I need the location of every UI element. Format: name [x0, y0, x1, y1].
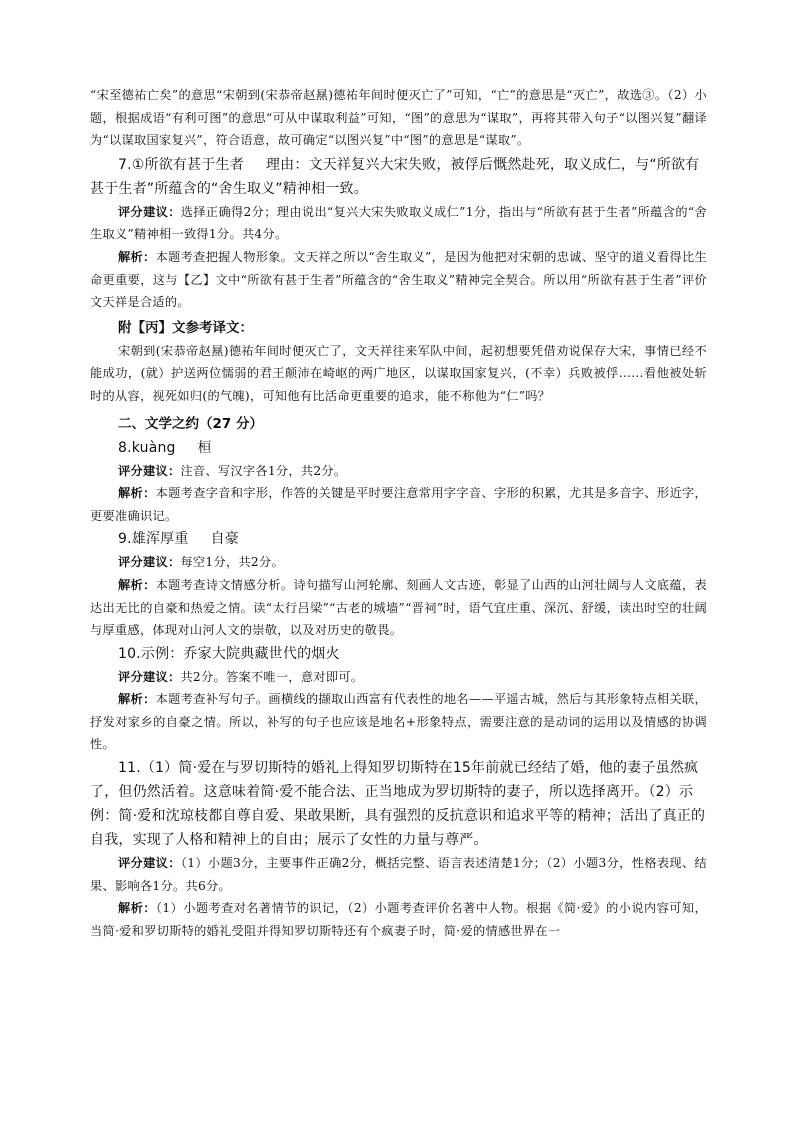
q10-analysis — [90, 688, 707, 756]
q10-grade-text: 共2分。答案不唯一，意对即可。 — [180, 669, 364, 684]
q10-grading — [90, 666, 707, 689]
q7-analysis — [90, 246, 707, 314]
q7-grading — [90, 201, 707, 246]
q11-grading — [90, 852, 707, 897]
q9-analysis-label: 解析： — [118, 577, 156, 592]
q11-answer: 11.（1）简·爱在与罗切斯特的婚礼上得知罗切斯特在15年前就已经结了婚，他的妻子虽然疯了，但仍然活着。这意味着简·爱不能合法、正当地成为罗切斯特的妻子，所以选择离开。（2）示例：简·爱和沈琼枝都自尊自爱、果敢果断，具有强烈的反抗意识和追求平等的精神；活出了真正的自我，实现了人格和精神上的自由；展示了女性的力量与尊严。 — [90, 760, 706, 849]
q7-answer-reason: 理由：文天祥复兴大宋失败，被俘后慨然赴死，取义成仁，与“所欲有甚于生者”所蕴含的“舍生取义”精神相一致。 — [90, 156, 700, 197]
q10-answer: 10.示例：乔家大院典藏世代的烟火 — [118, 645, 340, 662]
q8-grade-label: 评分建议： — [118, 463, 181, 478]
intro-analysis-paragraph: “宋至德祐亡矣”的意思“宋朝到(宋恭帝赵㬎)德祐年间时便灭亡了”可知，“亡”的意思是“灭亡”，故选③。（2）小题，根据成语“有利可图”的意思“可从中谋取利益”可知，“图”的意思为“谋取”，再将其带入句子“以图兴复”翻译为“以谋取国家复兴”，符合语意，故可确定“以图兴复”中“图”的意思是“谋取”。 — [90, 88, 707, 148]
q8-answer-char: 桓 — [197, 439, 212, 456]
appendix-title: 附【丙】文参考译文： — [118, 319, 253, 336]
q9-answer — [90, 527, 707, 551]
q8-answer — [90, 436, 707, 460]
q11-grade-label: 评分建议： — [118, 856, 181, 871]
q7-answer-choice: 7.①所欲有甚于生者 — [118, 156, 244, 173]
q7-analysis-text: 本题考查把握人物形象。文天祥之所以“舍生取义”，是因为他把对宋朝的忠诚、坚守的道义看得比生命更重要，这与【乙】文中“所欲有甚于生者”所蕴含的“舍生取义”精神完全契合。所以用“所欲有甚于生者”评价文天祥是合适的。 — [90, 249, 707, 310]
q7-analysis-label: 解析： — [118, 249, 156, 264]
q9-analysis-text: 本题考查诗文情感分析。诗句描写山河轮廓、刻画人文古迹，彰显了山西的山河壮阔与人文底蕴，表达出无比的自豪和热爱之情。读“太行吕梁”“古老的城墙”“晋祠”时，语气宜庄重、深沉、舒缓，读出时空的壮阔与厚重感，体现对山河人文的崇敬，以及对历史的敬畏。 — [90, 577, 708, 638]
q10-analysis-label: 解析： — [118, 692, 156, 707]
q9-grade-label: 评分建议： — [118, 555, 181, 570]
q7-answer — [90, 153, 707, 201]
q8-analysis — [90, 482, 707, 527]
q8-answer-pinyin: 8.kuàng — [118, 439, 176, 456]
q11-analysis-text: （1）小题考查对名著情节的识记，（2）小题考查评价名著中人物。根据《简·爱》的小说内容可知，当简·爱和罗切斯特的婚礼受阻并得知罗切斯特还有个疯妻子时，简·爱的情感世界在一 — [90, 901, 707, 938]
q8-analysis-label: 解析： — [118, 486, 156, 501]
q8-grading — [90, 460, 707, 483]
q9-analysis — [90, 574, 707, 642]
q11-analysis — [90, 897, 707, 942]
page-content — [90, 84, 707, 942]
appendix-translation: 宋朝到(宋恭帝赵㬎)德祐年间时便灭亡了，文天祥往来军队中间，起初想要凭借劝说保存大宋，事情已经不能成功，(就）护送两位懦弱的君王颠沛在崎岖的两广地区，以谋取国家复兴，(不幸）兵败被俘……看他被处斩时的从容，视死如归(的气魄)，可知他有比活命更重要的追求，能不称他为“仁”吗？ — [90, 343, 707, 403]
q8-analysis-text: 本题考查字音和字形，作答的关键是平时要注意常用字字音、字形的积累，尤其是多音字、形近字，更要准确识记。 — [90, 486, 708, 523]
q7-grade-text: 选择正确得2分；理由说出“复兴大宋失败取义成仁”1分，指出与“所欲有甚于生者”所蕴含的“舍生取义”精神相一致得1分。共4分。 — [90, 204, 707, 242]
q9-answer-b: 自豪 — [210, 531, 239, 548]
q9-grade-text: 每空1分，共2分。 — [180, 555, 284, 570]
section-2-title: 二、文学之约（27 分） — [118, 415, 263, 432]
q9-answer-a: 9.雄浑厚重 — [118, 531, 189, 548]
q9-grading — [90, 551, 707, 574]
q10-analysis-text: 本题考查补写句子。画横线的撷取山西富有代表性的地名——平遥古城，然后与其形象特点相关联，抒发对家乡的自豪之情。所以，补写的句子也应该是地名+形象特点，需要注意的是动词的运用以及情感的协调性。 — [90, 692, 707, 752]
q7-grade-label: 评分建议： — [118, 204, 181, 219]
q11-analysis-label: 解析： — [118, 901, 156, 916]
q11-grade-text: （1）小题3分，主要事件正确2分，概括完整、语言表述清楚1分；（2）小题3分，性格表现、结果、影响各1分。共6分。 — [90, 856, 708, 893]
q8-grade-text: 注音、写汉字各1分，共2分。 — [180, 463, 347, 478]
q10-grade-label: 评分建议： — [118, 669, 181, 684]
